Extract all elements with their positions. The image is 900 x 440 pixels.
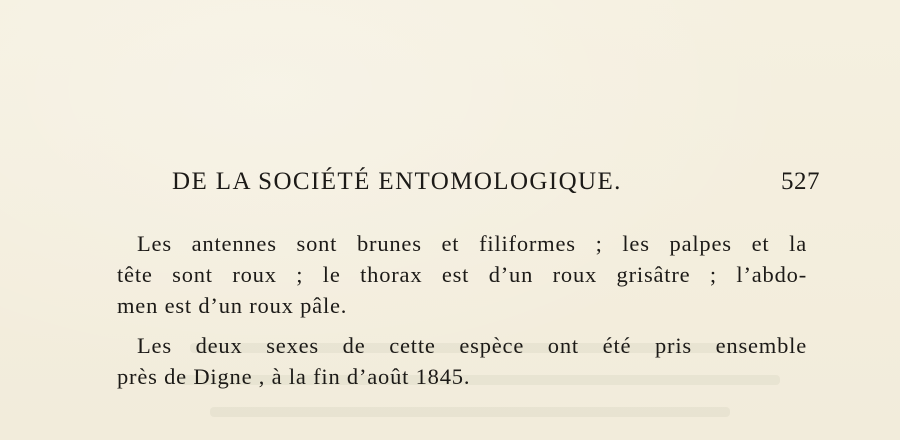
paragraph-description: [117, 228, 807, 321]
text-line: Les antennes sont brunes et filiformes ; les palpes et la: [137, 231, 807, 256]
page-number: 527: [781, 168, 820, 195]
running-head: [172, 168, 820, 204]
text-line: men est d’un roux pâle.: [117, 293, 348, 318]
text-line: près de Digne , à la fin d’août 1845.: [117, 364, 471, 389]
body-text: [117, 228, 807, 401]
paragraph-locality: [117, 330, 807, 392]
running-head-title: DE LA SOCIÉTÉ ENTOMOLOGIQUE.: [172, 168, 622, 195]
text-line: tête sont roux ; le thorax est d’un roux grisâtre ; l’abdo-: [117, 262, 807, 287]
text-line: Les deux sexes de cette espèce ont été pris ensemble: [137, 333, 807, 358]
